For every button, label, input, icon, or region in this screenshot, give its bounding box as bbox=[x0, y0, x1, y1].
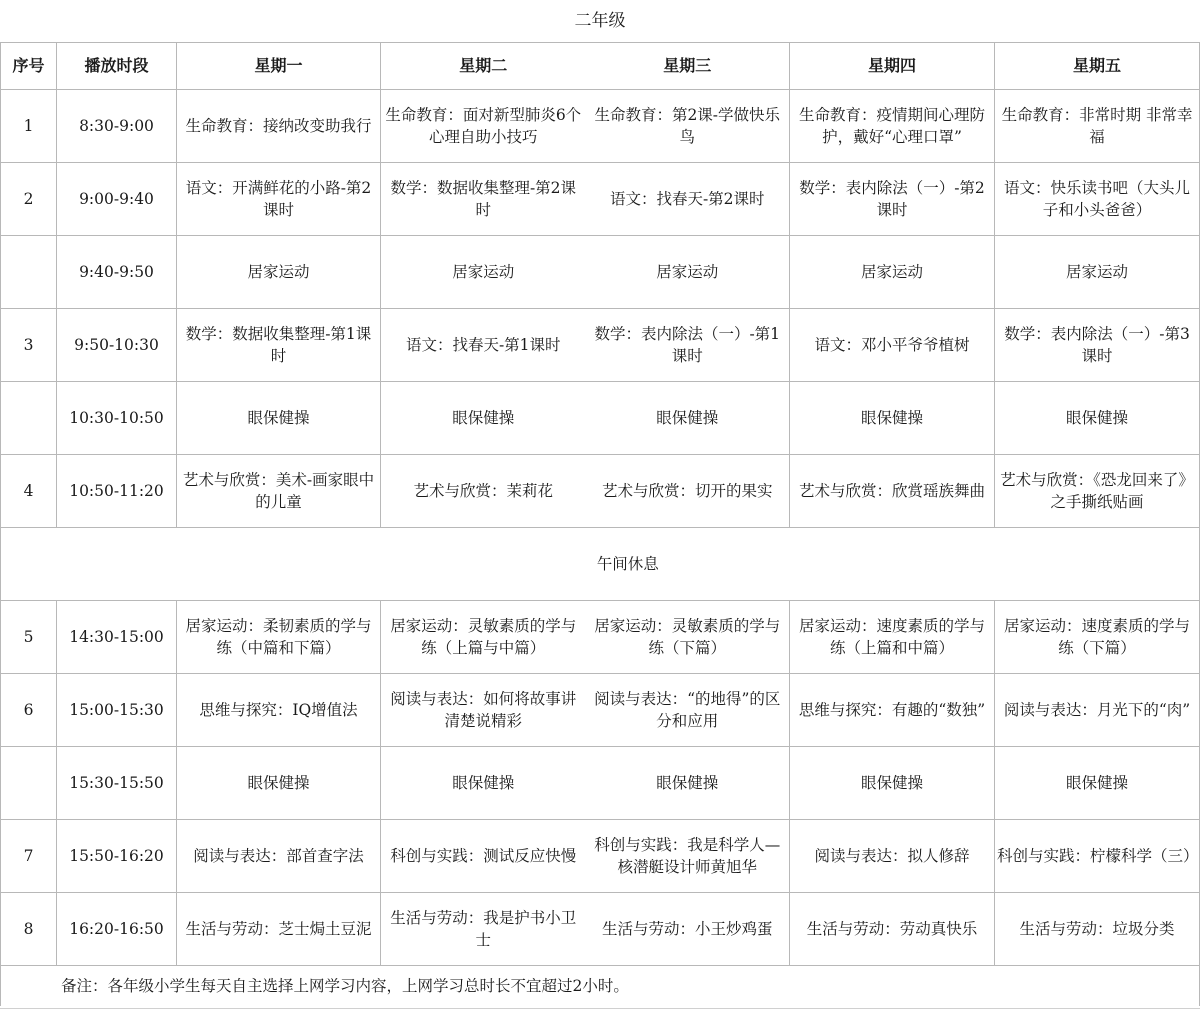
time-slot: 10:30-10:50 bbox=[57, 382, 177, 455]
note-row bbox=[1, 966, 1200, 1007]
header-time-slot: 播放时段 bbox=[57, 43, 177, 90]
schedule-row bbox=[1, 820, 1200, 893]
lesson-tuesday: 居家运动：灵敏素质的学与练（上篇与中篇） bbox=[381, 601, 586, 674]
lesson-wednesday: 眼保健操 bbox=[586, 747, 790, 820]
lesson-friday: 眼保健操 bbox=[995, 382, 1200, 455]
lesson-thursday: 艺术与欣赏：欣赏瑶族舞曲 bbox=[790, 455, 995, 528]
header-friday: 星期五 bbox=[995, 43, 1200, 90]
lesson-wednesday: 眼保健操 bbox=[586, 382, 790, 455]
lesson-thursday: 语文：邓小平爷爷植树 bbox=[790, 309, 995, 382]
schedule-row bbox=[1, 674, 1200, 747]
lesson-thursday: 思维与探究：有趣的“数独” bbox=[790, 674, 995, 747]
lesson-monday: 居家运动：柔韧素质的学与练（中篇和下篇） bbox=[177, 601, 381, 674]
time-slot: 15:50-16:20 bbox=[57, 820, 177, 893]
lesson-friday: 生活与劳动：垃圾分类 bbox=[995, 893, 1200, 966]
header-tuesday: 星期二 bbox=[381, 43, 586, 90]
schedule-row bbox=[1, 90, 1200, 163]
lesson-monday: 艺术与欣赏：美术-画家眼中的儿童 bbox=[177, 455, 381, 528]
time-slot: 8:30-9:00 bbox=[57, 90, 177, 163]
lesson-friday: 生命教育：非常时期 非常幸福 bbox=[995, 90, 1200, 163]
row-index: 4 bbox=[1, 455, 57, 528]
lesson-thursday: 阅读与表达：拟人修辞 bbox=[790, 820, 995, 893]
lesson-wednesday: 生活与劳动：小王炒鸡蛋 bbox=[586, 893, 790, 966]
lesson-wednesday: 数学：表内除法（一）-第1课时 bbox=[586, 309, 790, 382]
lunch-break-label: 午间休息 bbox=[57, 528, 1200, 601]
row-index bbox=[1, 236, 57, 309]
lesson-monday: 阅读与表达：部首查字法 bbox=[177, 820, 381, 893]
lesson-tuesday: 数学：数据收集整理-第2课时 bbox=[381, 163, 586, 236]
row-index: 7 bbox=[1, 820, 57, 893]
lesson-tuesday: 生命教育：面对新型肺炎6个心理自助小技巧 bbox=[381, 90, 586, 163]
lesson-friday: 数学：表内除法（一）-第3课时 bbox=[995, 309, 1200, 382]
row-index: 5 bbox=[1, 601, 57, 674]
lesson-wednesday: 居家运动 bbox=[586, 236, 790, 309]
time-slot: 15:30-15:50 bbox=[57, 747, 177, 820]
lesson-monday: 居家运动 bbox=[177, 236, 381, 309]
time-slot: 9:50-10:30 bbox=[57, 309, 177, 382]
header-index: 序号 bbox=[1, 43, 57, 90]
schedule-row bbox=[1, 236, 1200, 309]
lesson-thursday: 数学：表内除法（一）-第2课时 bbox=[790, 163, 995, 236]
schedule-row bbox=[1, 601, 1200, 674]
time-slot: 14:30-15:00 bbox=[57, 601, 177, 674]
time-slot: 9:00-9:40 bbox=[57, 163, 177, 236]
lesson-monday: 生命教育：接纳改变助我行 bbox=[177, 90, 381, 163]
lesson-tuesday: 生活与劳动：我是护书小卫士 bbox=[381, 893, 586, 966]
lesson-tuesday: 眼保健操 bbox=[381, 382, 586, 455]
lunch-row bbox=[1, 528, 1200, 601]
lesson-wednesday: 科创与实践：我是科学人—核潜艇设计师黄旭华 bbox=[586, 820, 790, 893]
schedule-row bbox=[1, 382, 1200, 455]
time-slot: 16:20-16:50 bbox=[57, 893, 177, 966]
lesson-tuesday: 居家运动 bbox=[381, 236, 586, 309]
header-monday: 星期一 bbox=[177, 43, 381, 90]
schedule-row bbox=[1, 163, 1200, 236]
time-slot: 9:40-9:50 bbox=[57, 236, 177, 309]
lesson-friday: 科创与实践：柠檬科学（三） bbox=[995, 820, 1200, 893]
lesson-monday: 生活与劳动：芝士焗土豆泥 bbox=[177, 893, 381, 966]
time-slot: 15:00-15:30 bbox=[57, 674, 177, 747]
lesson-monday: 眼保健操 bbox=[177, 747, 381, 820]
lesson-wednesday: 居家运动：灵敏素质的学与练（下篇） bbox=[586, 601, 790, 674]
footnote: 备注：各年级小学生每天自主选择上网学习内容，上网学习总时长不宜超过2小时。 bbox=[1, 966, 1200, 1007]
row-index: 2 bbox=[1, 163, 57, 236]
lesson-thursday: 居家运动 bbox=[790, 236, 995, 309]
lesson-wednesday: 生命教育：第2课-学做快乐鸟 bbox=[586, 90, 790, 163]
row-index: 1 bbox=[1, 90, 57, 163]
lesson-friday: 居家运动：速度素质的学与练（下篇） bbox=[995, 601, 1200, 674]
lesson-monday: 思维与探究：IQ增值法 bbox=[177, 674, 381, 747]
schedule-row bbox=[1, 893, 1200, 966]
schedule-row bbox=[1, 747, 1200, 820]
lesson-tuesday: 艺术与欣赏：茉莉花 bbox=[381, 455, 586, 528]
row-index: 3 bbox=[1, 309, 57, 382]
lesson-friday: 眼保健操 bbox=[995, 747, 1200, 820]
row-index bbox=[1, 382, 57, 455]
row-index: 6 bbox=[1, 674, 57, 747]
lesson-wednesday: 艺术与欣赏：切开的果实 bbox=[586, 455, 790, 528]
row-index bbox=[1, 747, 57, 820]
lesson-friday: 艺术与欣赏：《恐龙回来了》之手撕纸贴画 bbox=[995, 455, 1200, 528]
lunch-index-cell bbox=[1, 528, 57, 601]
lesson-monday: 语文：开满鲜花的小路-第2课时 bbox=[177, 163, 381, 236]
schedule-row bbox=[1, 309, 1200, 382]
schedule-row bbox=[1, 455, 1200, 528]
lesson-tuesday: 科创与实践：测试反应快慢 bbox=[381, 820, 586, 893]
lesson-tuesday: 眼保健操 bbox=[381, 747, 586, 820]
lesson-tuesday: 语文：找春天-第1课时 bbox=[381, 309, 586, 382]
lesson-wednesday: 语文：找春天-第2课时 bbox=[586, 163, 790, 236]
grade-title: 二年级 bbox=[1, 0, 1200, 43]
lesson-thursday: 生活与劳动：劳动真快乐 bbox=[790, 893, 995, 966]
header-wednesday: 星期三 bbox=[586, 43, 790, 90]
lesson-thursday: 眼保健操 bbox=[790, 382, 995, 455]
header-thursday: 星期四 bbox=[790, 43, 995, 90]
lesson-monday: 眼保健操 bbox=[177, 382, 381, 455]
lesson-thursday: 居家运动：速度素质的学与练（上篇和中篇） bbox=[790, 601, 995, 674]
lesson-friday: 居家运动 bbox=[995, 236, 1200, 309]
row-index: 8 bbox=[1, 893, 57, 966]
lesson-thursday: 眼保健操 bbox=[790, 747, 995, 820]
lesson-friday: 阅读与表达：月光下的“肉” bbox=[995, 674, 1200, 747]
lesson-wednesday: 阅读与表达：“的地得”的区分和应用 bbox=[586, 674, 790, 747]
lesson-monday: 数学：数据收集整理-第1课时 bbox=[177, 309, 381, 382]
time-slot: 10:50-11:20 bbox=[57, 455, 177, 528]
lesson-friday: 语文：快乐读书吧（大头儿子和小头爸爸） bbox=[995, 163, 1200, 236]
lesson-thursday: 生命教育：疫情期间心理防护，戴好“心理口罩” bbox=[790, 90, 995, 163]
lesson-tuesday: 阅读与表达：如何将故事讲清楚说精彩 bbox=[381, 674, 586, 747]
